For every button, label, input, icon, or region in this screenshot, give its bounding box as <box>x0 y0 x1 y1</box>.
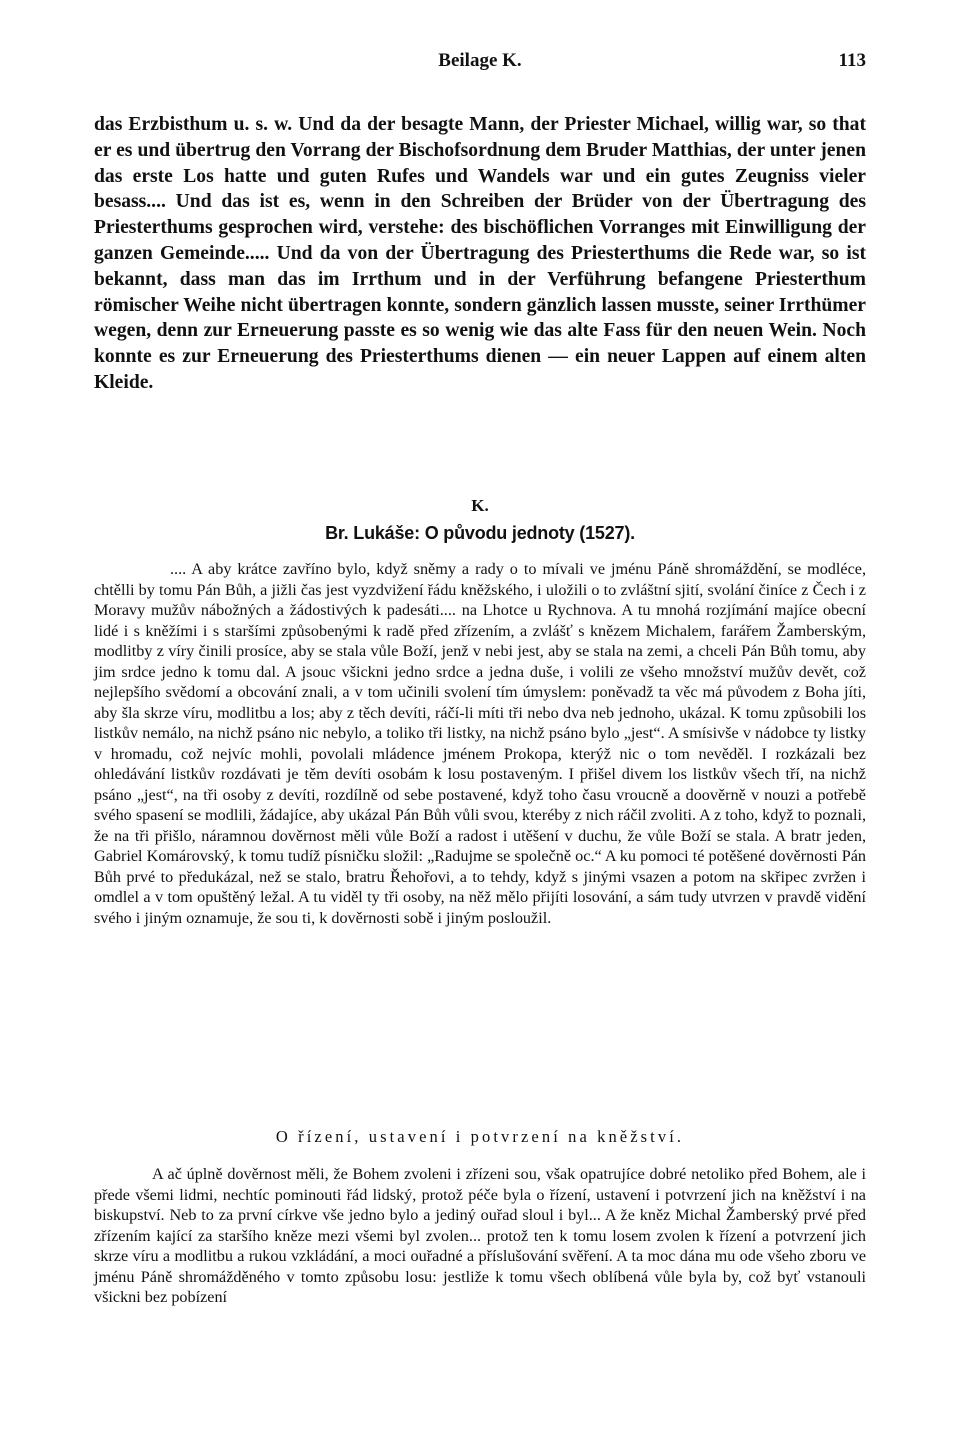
page-number: 113 <box>838 50 866 71</box>
section-letter: K. <box>471 496 489 515</box>
running-head <box>94 50 866 72</box>
running-title: Beilage K. <box>438 50 522 71</box>
czech-paragraph-1: .... A aby krátce zavříno bylo, když sněmy a rady o to mívali ve jménu Páně shromáždění, se modléce, chtělli by tomu Pán Bůh, a jižli čas jest vyzdvižení řádu kněžského, i uložili o to zvláštní sjití, svolání činíce z Čech i z Moravy mužův nábožných a žádostivých k padesáti.... na Lhotce u Rychnova. A tu mnohá rozjímání majíce obecní lidé i s kněžími i s staršími způsobenými k radě před zřízením, a zvlášť s knězem Michalem, farářem Žamberským, modlitby z víry činili prosíce, aby se stala vůle Boží, jenž v nebi jest, aby se stala na zemi, a chceli Pán Bůh tomu, aby jim srdce jedno k tomu dal. A jsouc všickni jedno srdce a jedna duše, i volili ze všeho množství mužův devět, což nejlepšího svědomí a obcování znali, a v tom učinili svolení tím úmyslem: poněvadž ta věc má původem z Boha jíti, aby šla skrze víru, modlitbu a los; aby z těch devíti, ráčí-li míti tři nebo dva neb jednoho, ukázal. K tomu způsobili los listkův nemálo, na nichž psáno nic nebylo, a toliko tři listky, na nichž psáno bylo „jest“. A smísivše v nádobce ty listky v hromadu, což nejvíc mohli, povolali mládence jménem Prokopa, kterýž nic o tom nevěděl. I rozkázali bez ohledávání listkův rozdávati je těm devíti osobám k losu postaveným. I přišel divem los listkův všech tří, na nichž psáno „jest“, na tři osoby z devíti, rozdílně od sebe postavené, když toho času vroucně a doověrně v nouzi a potřebě svého spasení se modlili, žádajíce, aby ukázal Pán Bůh vůli svou, kteréby z nich ráčil zvoliti. A z toho, když to poznali, že na tři přišlo, náramnou dověrnost měli vůle Boží a radost i utěšení v duchu, že vůle Boží se stala. A bratr jeden, Gabriel Komárovský, k tomu tudíž písničku složil: „Radujme se společně oc.“ A ku pomoci té potěšené dověrnosti Pán Bůh prvé to předukázal, než se stalo, bratru Řehořovi, a to tehdy, když s jinými vsazen a potom na skřipec zvržen i omdlel a v tom opuštěný ležal. A tu viděl ty tři osoby, na něž mělo přijíti losování, a sám tudy utvrzen v pravdě vidění svého i jiným oznamuje, že sou ti, k dověrnosti sobě i jiným posloužil. <box>94 560 866 927</box>
section-title: Br. Lukáše: O původu jednoty (1527). <box>325 523 635 543</box>
german-paragraph: das Erzbisthum u. s. w. Und da der besagte Mann, der Priester Michael, willig war, so that er es und übertrug den Vorrang der Bischofsordnung dem Bruder Matthias, der unter jenen das erste Los hatte und guten Rufes und Wandels war und ein gutes Zeugniss vieler besass.... Und das ist es, wenn in den Schreiben der Brüder von der Übertragung des Priesterthums gesprochen wird, verstehe: des bischöflichen Vorranges mit Einwilligung der ganzen Gemeinde..... Und da von der Übertragung des Priesterthums die Rede war, so ist bekannt, dass man das im Irrthum und in der Verführung befangene Priesterthum römischer Weihe nicht übertragen konnte, sondern gänzlich lassen musste, seiner Irrthümer wegen, denn zur Erneuerung passte es so wenig wie das alte Fass für den neuen Wein. Noch konnte es zur Erneuerung des Priesterthums dienen — ein neuer Lappen auf einem alten Kleide. <box>94 114 866 393</box>
czech-paragraph-2: A ač úplně dověrnost měli, že Bohem zvoleni i zřízeni sou, však opatrujíce dobré netoliko před Bohem, ale i přede všemi lidmi, nechtíc pominouti řád lidský, protož péče byla o řízení, ustavení i potvrzení jich na kněžství i na biskupství. Neb to za první církve vše jedno bylo a jediný ouřad sloul i byl... A že kněz Michal Žamberský prvé před zřízením kající za staršího kněze mezi všemi byl zvolen... protož ten k tomu losem zvolen k řízení a potvrzení jich skrze víru a modlitbu a rukou vzkládání, a moci ouřadné a příslušování svěření. A ta moc dána mu ode všeho zboru ve jménu Páně shromážděného v tomto způsobu losu: jestliže k tomu všech oblíbená vůle byla by, což byť vstanouli všickni bez pobízení <box>94 1165 866 1306</box>
sub-heading: O řízení, ustavení i potvrzení na kněžství. <box>275 1127 685 1146</box>
